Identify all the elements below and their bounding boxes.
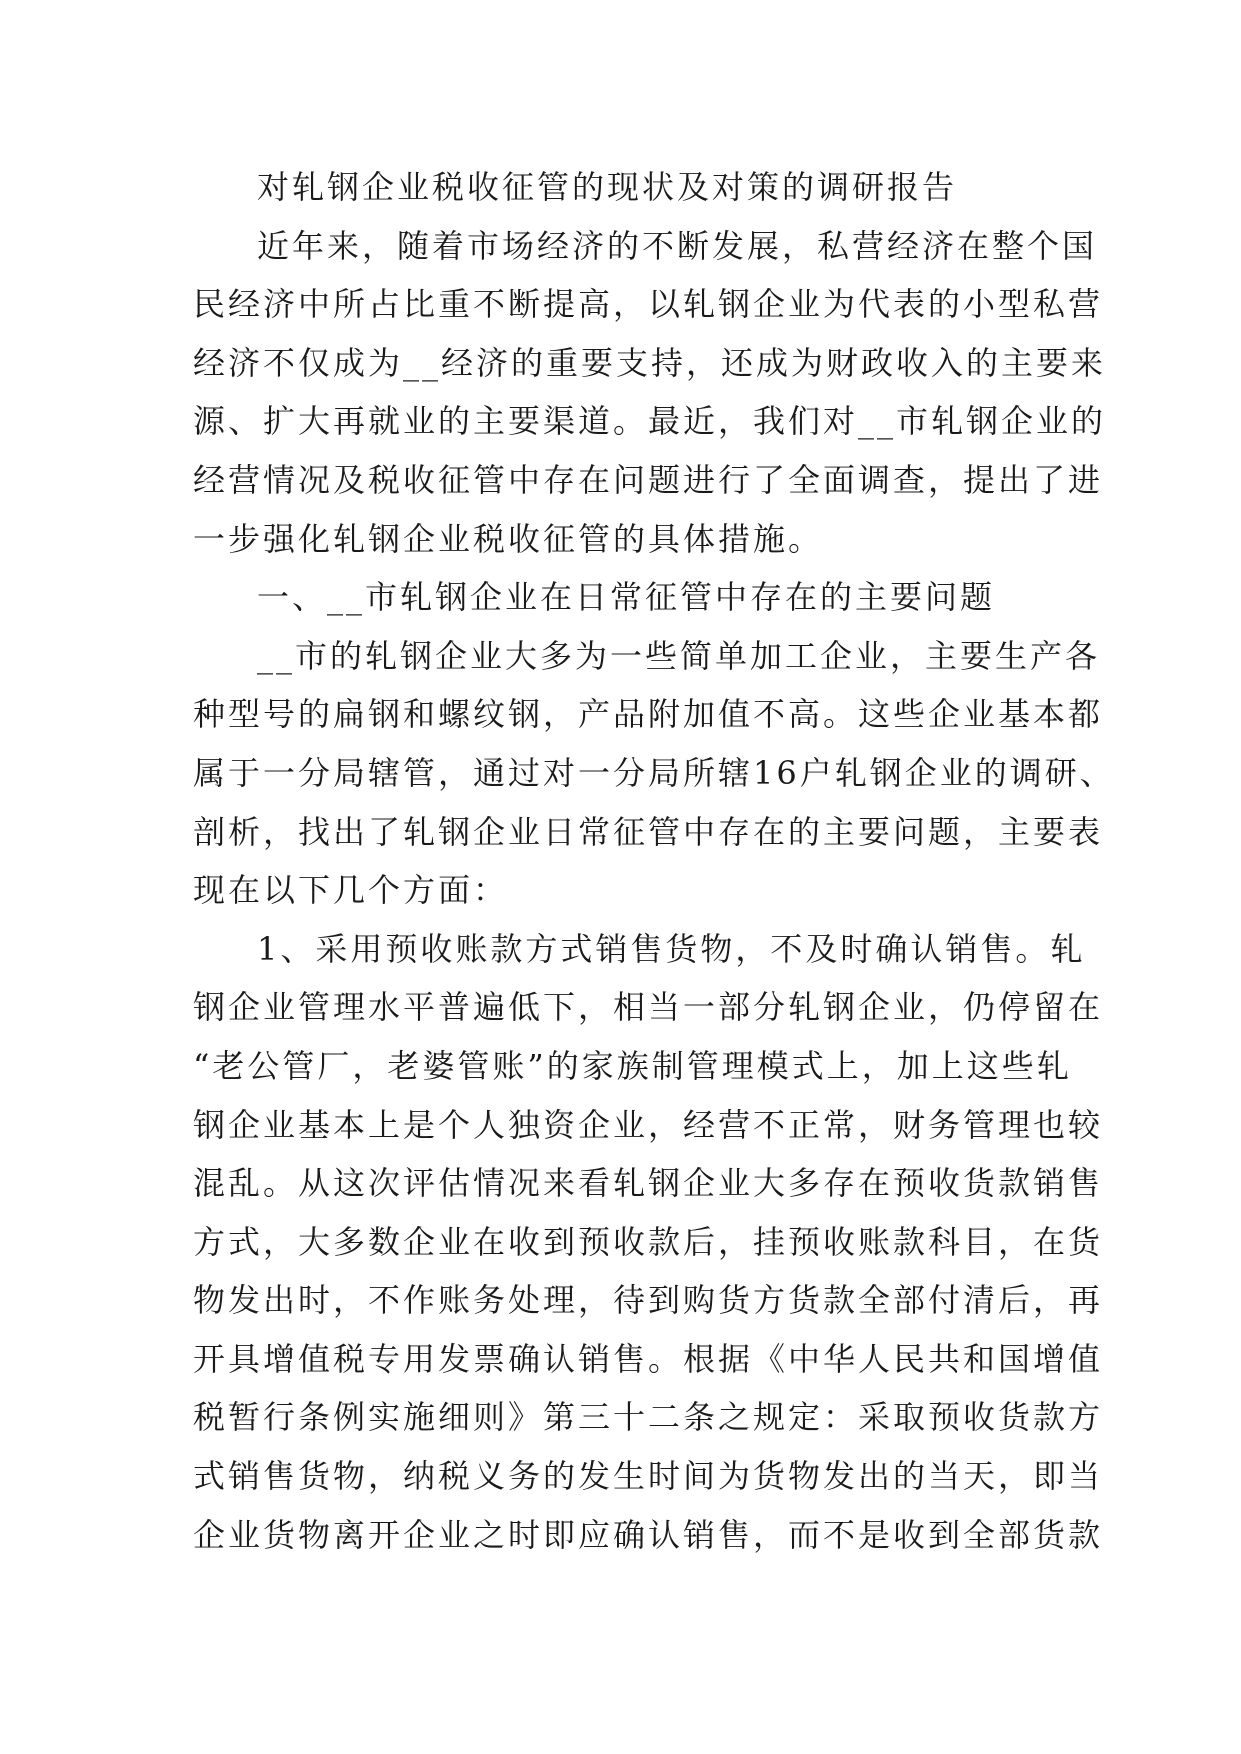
- paragraph-1-line-6: 一步强化轧钢企业税收征管的具体措施。: [193, 519, 824, 558]
- paragraph-3-line-7: 物发出时，不作账务处理，待到购货方货款全部付清后，再: [193, 1281, 1104, 1320]
- paragraph-3-line-3: “老公管厂，老婆管账”的家族制管理模式上，加上这些轧: [193, 1046, 1072, 1085]
- paragraph-2-line-1: __市的轧钢企业大多为一些简单加工企业，主要生产各: [257, 636, 1101, 675]
- paragraph-2-line-3: 属于一分局辖管，通过对一分局所辖16户轧钢企业的调研、: [193, 753, 1115, 792]
- paragraph-3-line-1: 1、采用预收账款方式销售货物，不及时确认销售。轧: [257, 929, 1086, 968]
- paragraph-3-line-9: 税暂行条例实施细则》第三十二条之规定：采取预收货款方: [193, 1398, 1104, 1437]
- paragraph-1-line-3: 经济不仅成为__经济的重要支持，还成为财政收入的主要来: [193, 343, 1107, 382]
- paragraph-3-line-4: 钢企业基本上是个人独资企业，经营不正常，财务管理也较: [193, 1105, 1104, 1144]
- paragraph-3-line-10: 式销售货物，纳税义务的发生时间为货物发出的当天，即当: [193, 1457, 1104, 1496]
- paragraph-3-line-6: 方式，大多数企业在收到预收款后，挂预收账款科目，在货: [193, 1222, 1104, 1261]
- paragraph-3-line-8: 开具增值税专用发票确认销售。根据《中华人民共和国增值: [193, 1339, 1104, 1378]
- paragraph-1-line-4: 源、扩大再就业的主要渠道。最近，我们对__市轧钢企业的: [193, 402, 1107, 441]
- paragraph-2-line-4: 剖析，找出了轧钢企业日常征管中存在的主要问题，主要表: [193, 812, 1104, 851]
- paragraph-2-line-5: 现在以下几个方面：: [193, 871, 509, 910]
- paragraph-1-line-1: 近年来，随着市场经济的不断发展，私营经济在整个国: [257, 226, 1098, 265]
- paragraph-1-line-2: 民经济中所占比重不断提高，以轧钢企业为代表的小型私营: [193, 285, 1104, 324]
- paragraph-3-line-5: 混乱。从这次评估情况来看轧钢企业大多存在预收货款销售: [193, 1164, 1104, 1203]
- document-title: 对轧钢企业税收征管的现状及对策的调研报告: [257, 168, 958, 206]
- paragraph-3-line-2: 钢企业管理水平普遍低下，相当一部分轧钢企业，仍停留在: [193, 988, 1104, 1027]
- paragraph-2-line-2: 种型号的扁钢和螺纹钢，产品附加值不高。这些企业基本都: [193, 695, 1104, 734]
- section-heading-1: 一、__市轧钢企业在日常征管中存在的主要问题: [257, 578, 996, 617]
- paragraph-1-line-5: 经营情况及税收征管中存在问题进行了全面调查，提出了进: [193, 460, 1104, 499]
- document-body: [193, 158, 1115, 1564]
- paragraph-3-line-11: 企业货物离开企业之时即应确认销售，而不是收到全部货款: [193, 1515, 1104, 1554]
